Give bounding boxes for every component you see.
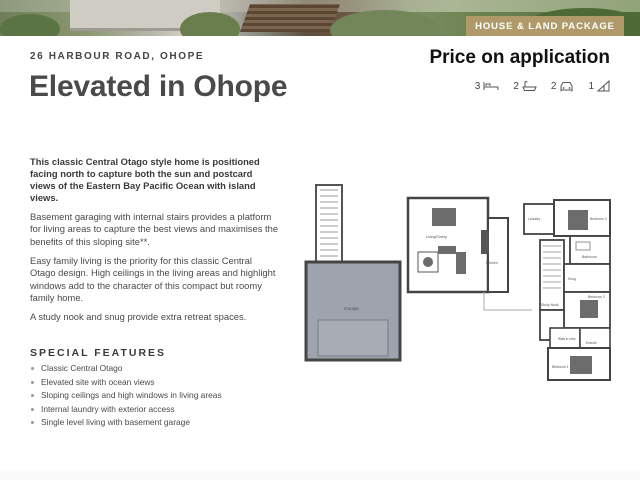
bed: [580, 300, 598, 318]
description-paragraph: Easy family living is the priority for this classic Central Otago design. High ceilings in the living areas and highlight windows add to the character of this compact but roomy family home.: [30, 255, 276, 304]
hero-stairs: [240, 4, 340, 32]
stat-bathrooms: [513, 81, 537, 92]
feature-item: [30, 376, 222, 390]
kitchen-label: Kitchen: [486, 261, 498, 265]
bathroom-label: Bathroom: [582, 255, 597, 259]
stat-bathrooms-value: 2: [513, 80, 519, 92]
deck-outline: [484, 292, 532, 310]
floor-plan: [300, 180, 620, 400]
living-icon: [597, 80, 610, 92]
bullet-icon: [31, 421, 34, 424]
garage-label: Garage: [344, 306, 360, 311]
bedroom1-label: Bedroom 1: [552, 365, 569, 369]
hero-bush: [0, 14, 60, 36]
bullet-icon: [31, 394, 34, 397]
bullet-icon: [31, 408, 34, 411]
dining-table: [432, 208, 456, 226]
feature-item: [30, 362, 222, 376]
sofa: [438, 246, 456, 254]
intro-text: This classic Central Otago style home is positioned facing north to capture both the sun and postcard views of the Eastern Bay Pacific Ocean with island views.: [30, 156, 260, 203]
property-address: 26 HARBOUR ROAD, OHOPE: [30, 51, 205, 62]
package-badge: HOUSE & LAND PACKAGE: [466, 16, 624, 36]
ensuite-label: Ensuite: [586, 341, 597, 345]
feature-text: Sloping ceilings and high windows in living areas: [41, 390, 222, 400]
snug-label: Snug: [568, 277, 576, 281]
bed: [570, 356, 592, 374]
main-level: [408, 198, 610, 380]
stat-garages-value: 2: [550, 80, 557, 92]
description-paragraph: Basement garaging with internal stairs provides a platform for living areas to capture the best views and maximises the benefits of this sloping site**.: [30, 211, 279, 247]
bed-icon: [483, 81, 499, 91]
bed: [568, 210, 588, 230]
property-stats: [475, 80, 610, 92]
feature-text: Elevated site with ocean views: [41, 376, 155, 387]
bathtub: [576, 242, 590, 250]
garage-door: [318, 320, 388, 356]
walkin-label: Walk in robe: [558, 337, 576, 341]
kitchen-island: [481, 230, 489, 254]
hero-bush: [180, 12, 240, 36]
hero-bush: [330, 10, 440, 36]
bullet-icon: [31, 381, 34, 384]
page-title: Elevated in Ohope: [29, 70, 288, 103]
feature-text: Single level living with basement garage: [41, 417, 190, 427]
feature-text: Internal laundry with exterior access: [41, 403, 175, 414]
stat-living-value: 1: [588, 80, 594, 92]
price: Price on application: [429, 47, 610, 68]
feature-text: Classic Central Otago: [41, 363, 123, 373]
page-footer: [0, 470, 640, 480]
coffee-table: [423, 257, 433, 267]
study-label: Study Nook: [541, 303, 559, 307]
feature-item: [30, 403, 222, 417]
car-icon: [559, 81, 574, 92]
kitchen-room: [488, 218, 508, 292]
laundry-label: Laundry: [528, 217, 541, 221]
feature-item: [30, 389, 222, 403]
bullet-icon: [31, 367, 34, 370]
stat-bedrooms: [475, 81, 500, 92]
armchair: [456, 252, 466, 274]
bedroom3-label: Bedroom 3: [590, 217, 607, 221]
feature-item: [30, 416, 222, 430]
stat-bedrooms-value: 3: [474, 80, 481, 92]
garage-level: [306, 185, 400, 360]
stat-living: [588, 80, 610, 92]
features-list: [30, 362, 222, 430]
living-label: Living/Dining: [426, 235, 447, 239]
bedroom2-label: Bedroom 2: [588, 295, 605, 299]
bath-icon: [522, 81, 537, 92]
stat-garages: [551, 81, 575, 92]
hallway: [540, 240, 564, 310]
features-heading: SPECIAL FEATURES: [30, 347, 167, 359]
description-paragraph: A study nook and snug provide extra retreat spaces.: [30, 311, 247, 322]
basement-stairs-wall: [316, 185, 342, 265]
